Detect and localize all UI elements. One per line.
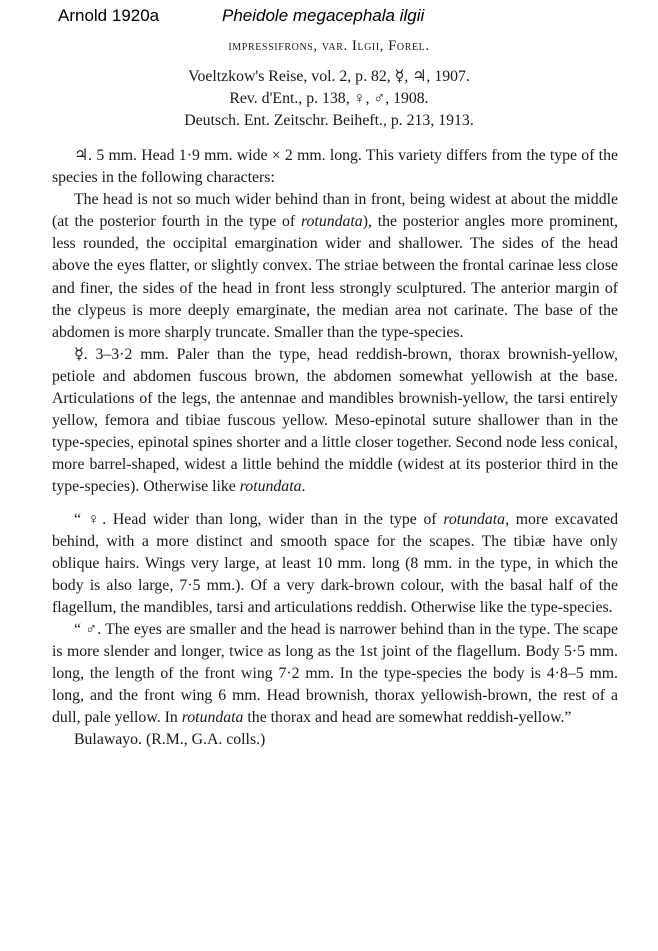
species-ref: rotundata [239, 478, 302, 496]
text-run: , more excavated behind, with a more distinct and smooth space for the scapes. The tibiæ have only oblique hairs. Wings very large, at least 10 mm. long (8 mm. in the type, in which the body is also large, 7·5 mm.). Of a very dark-brown colour, with the basal half of the flagellum, the mandibles, tarsi and articulations reddish. Otherwise like the type-species. [52, 510, 618, 616]
locality-line: Bulawayo. (R.M., G.A. colls.) [74, 731, 266, 749]
text-run: ), the posterior angles more prominent, less rounded, the occipital emargination wider and shallower. The sides of the head above the eyes flatter, or slightly convex. The striae between the frontal carinae less close and finer, the sides of the head in front less strongly sculptured. The anterior margin of the clypeus is more deeply emarginate, the median area not carinate. The base of the abdomen is more sharply truncate. Smaller than the type-species. [52, 213, 618, 341]
major-worker-intro: ♃. 5 mm. Head 1·9 mm. wide × 2 mm. long. This variety differs from the type of the species in the following characters: [52, 147, 618, 187]
species-ref: rotundata [443, 510, 506, 528]
text-run: the thorax and head are somewhat reddish-yellow.” [243, 709, 572, 727]
major-worker-description [52, 189, 618, 344]
species-ref: rotundata [300, 213, 363, 231]
worker-description [52, 344, 618, 499]
male-description [52, 619, 618, 729]
citation-label: Arnold 1920a [58, 6, 160, 25]
text-run: . [301, 478, 306, 496]
description-body [52, 145, 618, 752]
female-description [52, 509, 618, 619]
species-ref: rotundata [181, 709, 244, 727]
reference-line: Rev. d'Ent., p. 138, ♀, ♂, 1908. [229, 90, 429, 107]
species-label: Pheidole megacephala ilgii [222, 6, 425, 25]
text-run: “ ♂. The eyes are smaller and the head is narrower behind than in the type. The scape is more slender and longer, twice as long as the 1st joint of the flagellum. Body 5·5 mm. long, the length of the front wing 7·2 mm. In the type-species the body is 4·8–5 mm. long, and the front wing 6 mm. Head brownish, thorax yellowish-brown, the rest of a dull, pale yellow. In [52, 620, 618, 727]
reference-list [0, 66, 658, 132]
text-run: ☿. 3–3·2 mm. Paler than the type, head reddish-brown, thorax brownish-yellow, petiole and abdomen fuscous brown, the abdomen somewhat yellowish at the base. Articulations of the legs, the antennae and mandibles brownish-yellow, the tarsi entirely yellow, femora and tibiae fuscous yellow. Meso-epinotal suture shallower than in the type-species, epinotal spines shorter and a little closer together. Second node less conical, more barrel-shaped, widest a little behind the middle (widest at its posterior third in the type-species). Otherwise like [52, 345, 618, 496]
reference-line: Deutsch. Ent. Zeitschr. Beiheft., p. 213, 1913. [184, 112, 474, 129]
taxon-title: impressifrons, var. Ilgii, Forel. [228, 38, 430, 54]
text-run: The head is not so much wider behind than in front, being widest at about the middle (at the posterior fourth in the type of [52, 191, 618, 231]
reference-line: Voeltzkow's Reise, vol. 2, p. 82, ☿, ♃, 1907. [188, 68, 470, 85]
text-run: “ ♀. Head wider than long, wider than in the type of [74, 510, 444, 528]
